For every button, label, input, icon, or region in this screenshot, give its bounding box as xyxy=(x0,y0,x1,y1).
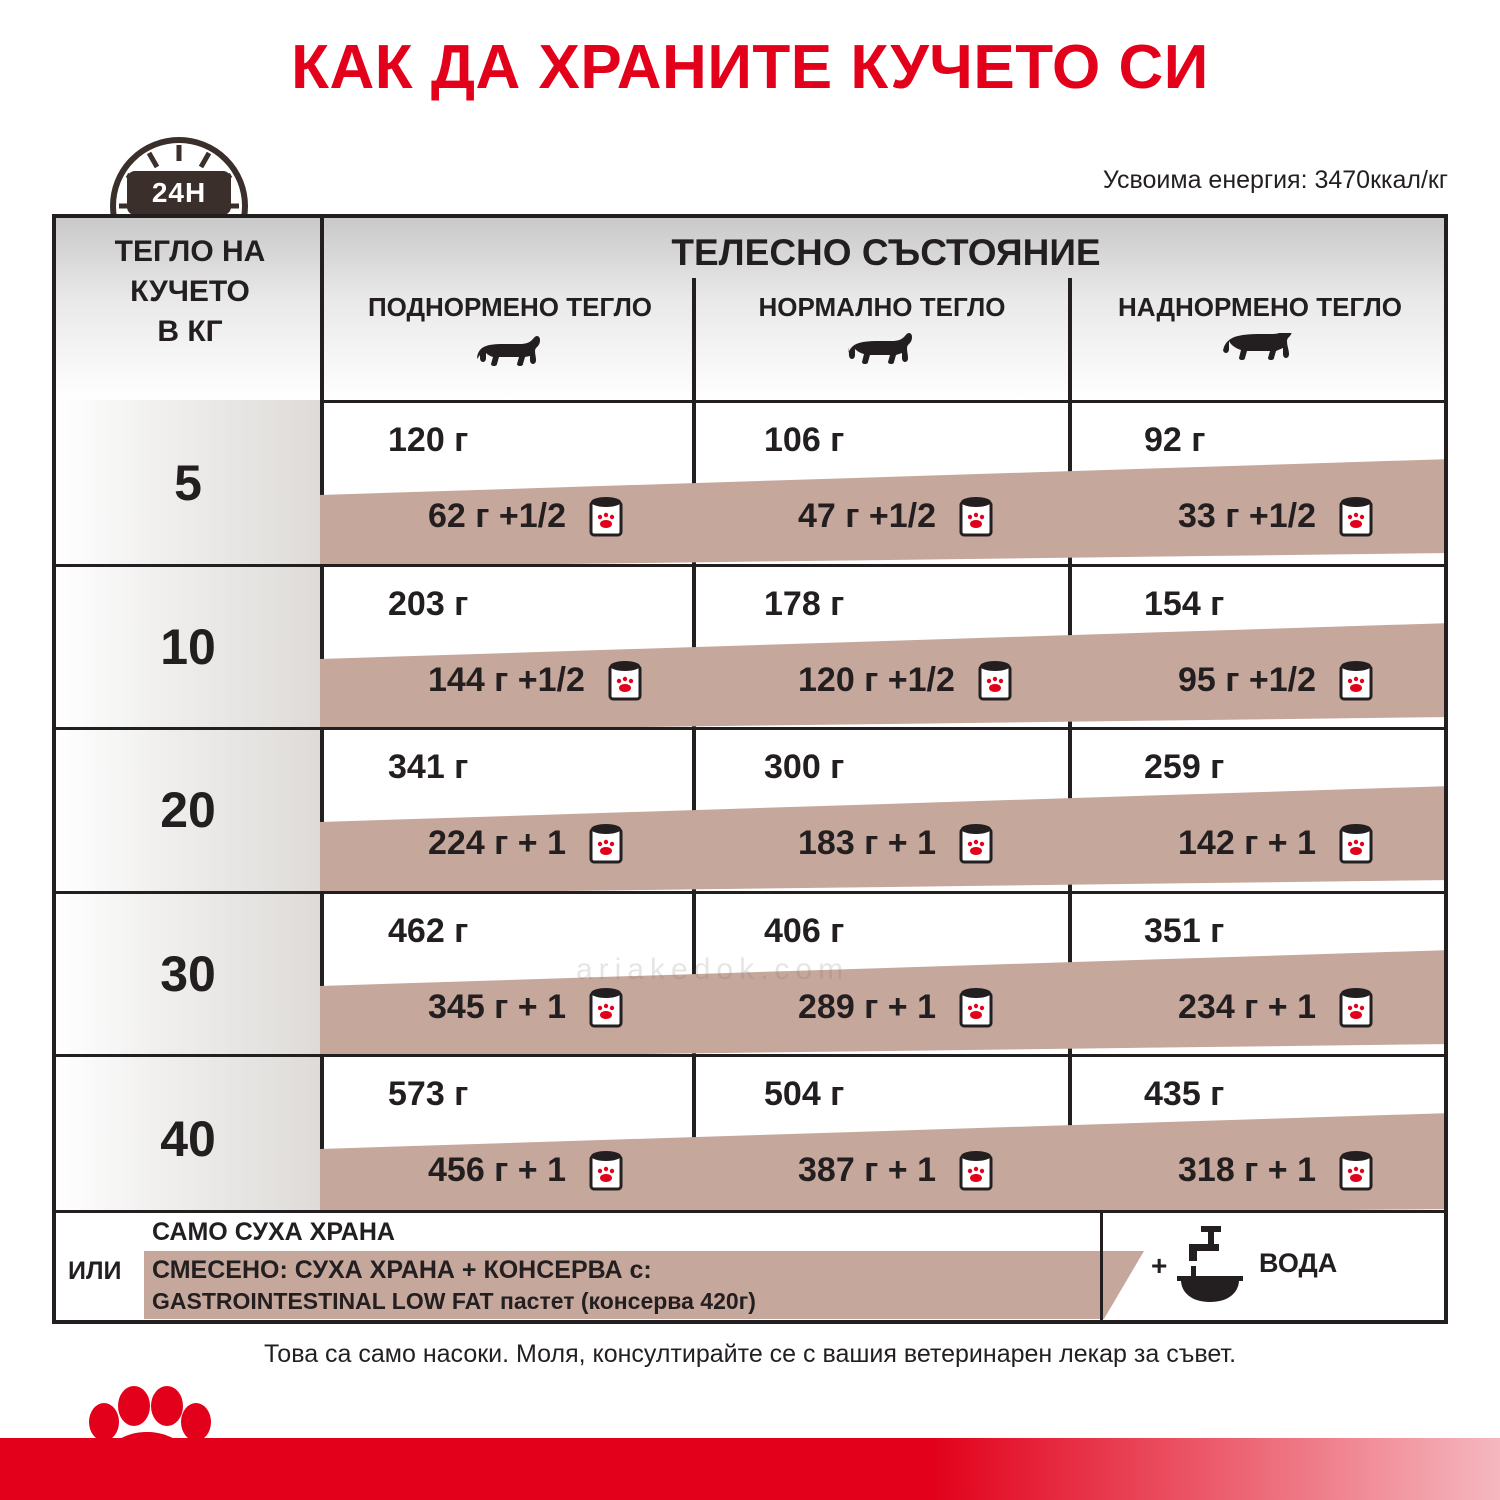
can-icon xyxy=(959,822,993,864)
cell-mixed: 234 г + 1 xyxy=(1178,986,1373,1028)
dog-overweight-icon xyxy=(1220,333,1300,367)
row-stripe xyxy=(320,403,1444,564)
badge-label: 24H xyxy=(127,171,231,215)
water-legend xyxy=(1100,1210,1444,1320)
table-body xyxy=(56,403,1444,1210)
cell-mixed: 224 г + 1 xyxy=(428,822,623,864)
cell-dry: 106 г xyxy=(764,421,845,459)
cell-mixed: 142 г + 1 xyxy=(1178,822,1373,864)
can-icon xyxy=(959,986,993,1028)
feeding-table xyxy=(52,214,1448,1324)
cell-dry: 406 г xyxy=(764,911,845,950)
table-row xyxy=(56,730,1444,894)
cell-dry: 462 г xyxy=(388,911,469,950)
table-row xyxy=(56,1057,1444,1221)
cell-dry: 178 г xyxy=(764,584,845,623)
cell-mixed: 183 г + 1 xyxy=(798,822,993,864)
body-condition-header: ТЕЛЕСНО СЪСТОЯНИЕ xyxy=(671,232,1101,273)
table-row xyxy=(56,403,1444,567)
cell-dry: 154 г xyxy=(1144,584,1225,623)
table-row xyxy=(56,894,1444,1058)
water-label: ВОДА xyxy=(1259,1248,1338,1278)
can-icon xyxy=(589,986,623,1028)
disclaimer-text: Това са само насоки. Моля, консултирайте се с вашия ветеринарен лекар за съвет. xyxy=(263,1340,1237,1368)
cell-mixed: 47 г +1/2 xyxy=(798,495,993,537)
royal-canin-logo xyxy=(82,1386,212,1492)
cell-mixed: 144 г +1/2 xyxy=(428,659,642,701)
can-icon xyxy=(959,495,993,537)
cell-dry: 300 г xyxy=(764,748,845,787)
mixed-feeding-band xyxy=(144,1251,1144,1319)
cell-mixed: 33 г +1/2 xyxy=(1178,495,1373,537)
can-icon xyxy=(608,659,642,701)
cell-mixed: 120 г +1/2 xyxy=(798,659,1012,701)
row-stripe xyxy=(320,567,1444,728)
table-header xyxy=(56,218,1444,400)
cell-dry: 573 г xyxy=(388,1075,469,1114)
mixed-feeding-text: СМЕСЕНО: СУХА ХРАНА + КОНСЕРВА с: GASTROINTESTINAL LOW FAT пастет (консерва 420г) xyxy=(152,1256,756,1314)
can-icon xyxy=(589,1149,623,1191)
cell-dry: 504 г xyxy=(764,1075,845,1114)
can-icon xyxy=(978,659,1012,701)
cell-mixed: 289 г + 1 xyxy=(798,986,993,1028)
dog-thin-icon xyxy=(473,333,547,367)
row-weight: 40 xyxy=(160,1111,216,1168)
water-tap-icon xyxy=(1175,1224,1245,1306)
can-icon xyxy=(1339,659,1373,701)
or-label: ИЛИ xyxy=(68,1257,122,1285)
cell-dry: 120 г xyxy=(388,421,469,459)
cell-mixed: 318 г + 1 xyxy=(1178,1149,1373,1191)
table-row xyxy=(56,567,1444,731)
bottom-red-bar xyxy=(0,1438,1500,1500)
row-weight: 30 xyxy=(160,946,216,1003)
cell-dry: 203 г xyxy=(388,584,469,623)
page-title: КАК ДА ХРАНИТЕ КУЧЕТО СИ xyxy=(291,33,1209,102)
cell-mixed: 345 г + 1 xyxy=(428,986,623,1028)
row-weight: 20 xyxy=(160,782,216,839)
row-stripe xyxy=(320,1057,1444,1221)
cell-dry: 435 г xyxy=(1144,1075,1225,1114)
metabolisable-energy: Усвоима енергия: 3470ккал/кг xyxy=(1102,166,1448,194)
row-weight: 5 xyxy=(174,455,202,512)
can-icon xyxy=(589,822,623,864)
24h-badge xyxy=(110,137,248,209)
weight-column-header: ТЕГЛО НА КУЧЕТО В КГ xyxy=(114,235,266,348)
row-stripe xyxy=(320,894,1444,1055)
can-icon xyxy=(1339,822,1373,864)
can-icon xyxy=(1339,1149,1373,1191)
plus-label: + xyxy=(1151,1250,1168,1281)
table-footer xyxy=(56,1210,1444,1320)
cell-dry: 259 г xyxy=(1144,748,1225,787)
cell-dry: 341 г xyxy=(388,748,469,787)
row-weight: 10 xyxy=(160,618,216,675)
can-icon xyxy=(1339,495,1373,537)
cell-mixed: 456 г + 1 xyxy=(428,1149,623,1191)
can-icon xyxy=(589,495,623,537)
column-header-normal: НОРМАЛНО ТЕГЛО xyxy=(696,292,1068,367)
can-icon xyxy=(959,1149,993,1191)
dog-normal-icon xyxy=(845,333,919,367)
cell-dry: 92 г xyxy=(1144,421,1206,459)
cell-dry: 351 г xyxy=(1144,911,1225,950)
can-icon xyxy=(1339,986,1373,1028)
watermark: ariakedok.com xyxy=(576,953,850,986)
column-header-underweight: ПОДНОРМЕНО ТЕГЛО xyxy=(324,292,696,367)
cell-mixed: 387 г + 1 xyxy=(798,1149,993,1191)
column-header-overweight: НАДНОРМЕНО ТЕГЛО xyxy=(1072,292,1448,367)
row-stripe xyxy=(320,730,1444,891)
cell-mixed: 62 г +1/2 xyxy=(428,495,623,537)
dry-only-label: САМО СУХА ХРАНА xyxy=(152,1218,395,1246)
cell-mixed: 95 г +1/2 xyxy=(1178,659,1373,701)
